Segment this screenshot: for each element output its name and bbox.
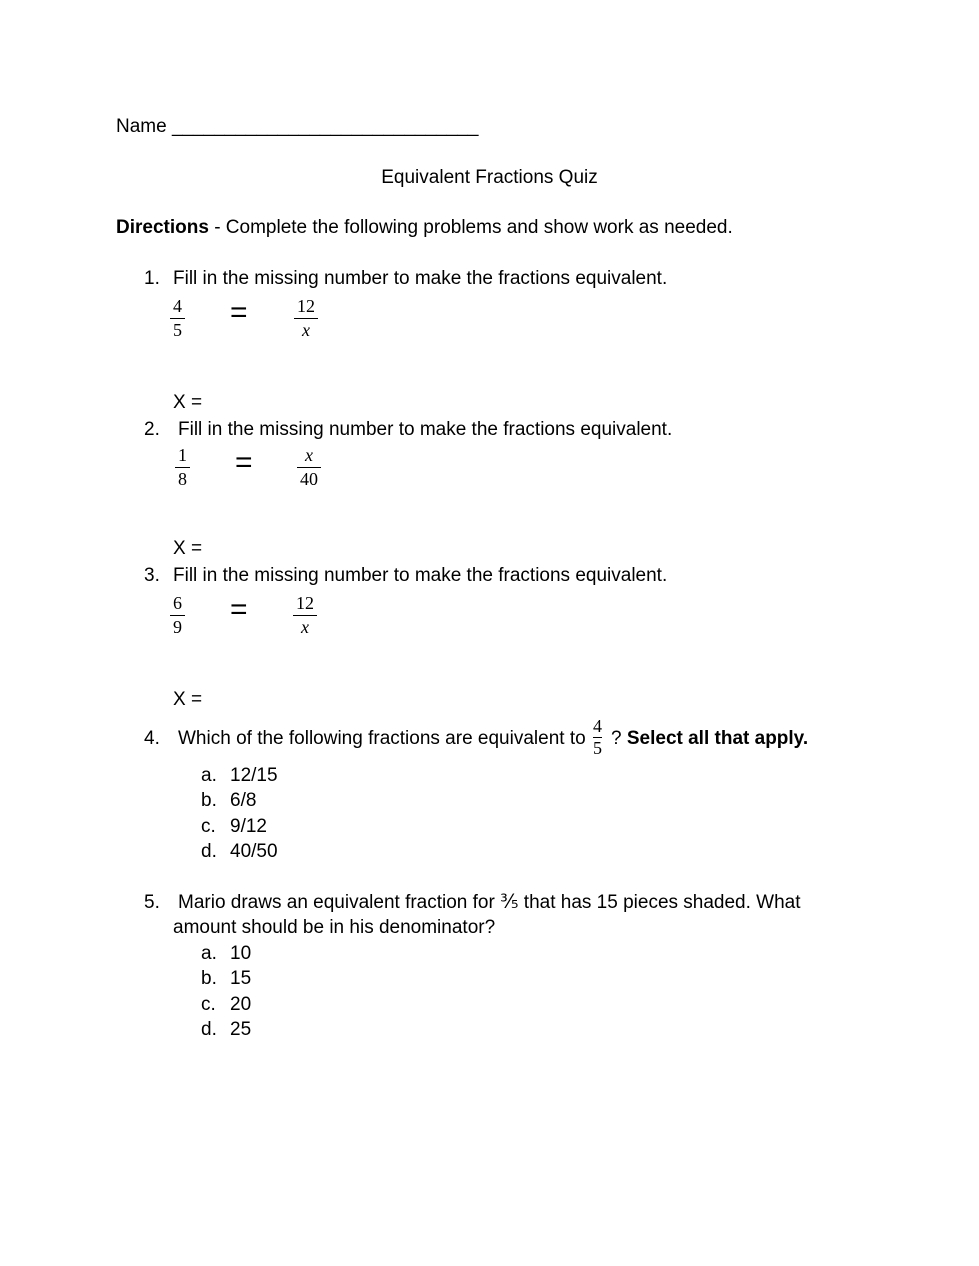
option-letter: d.	[201, 841, 217, 862]
question-1-number: 1.	[144, 268, 160, 289]
fraction-numerator: 12	[297, 296, 315, 316]
directions-label: Directions	[116, 217, 209, 238]
question-2-right-fraction	[297, 445, 321, 489]
question-4-fraction	[593, 717, 602, 758]
fraction-numerator: x	[305, 445, 313, 465]
option-text: 20	[230, 994, 252, 1015]
fraction-numerator: 4	[173, 296, 182, 316]
question-3-answer-label: X =	[173, 689, 203, 710]
name-field	[116, 116, 478, 138]
fraction-denominator: 5	[593, 738, 602, 758]
option-letter: a.	[201, 765, 217, 786]
fraction-numerator: 6	[173, 593, 182, 613]
question-2-answer-label: X =	[173, 538, 203, 559]
option-text: 9/12	[230, 816, 267, 837]
directions-text: - Complete the following problems and show work as needed.	[208, 217, 733, 238]
question-3-number: 3.	[144, 565, 160, 586]
fraction-denominator: 40	[300, 469, 318, 489]
question-1-right-fraction	[294, 296, 318, 340]
fraction-numerator: 1	[178, 445, 187, 465]
question-1-prompt: Fill in the missing number to make the fractions equivalent.	[173, 268, 668, 289]
fraction-denominator: 5	[173, 320, 182, 340]
question-4-suffix	[611, 728, 808, 750]
page-title: Equivalent Fractions Quiz	[381, 167, 598, 188]
fraction-numerator: 12	[296, 593, 314, 613]
question-1-left-fraction	[170, 296, 185, 340]
question-2-number: 2.	[144, 419, 160, 440]
question-5-prompt-line-1: Mario draws an equivalent fraction for ⅗ that has 15 pieces shaded. What	[178, 892, 801, 913]
fraction-denominator: x	[301, 617, 309, 637]
name-line: _____________________________	[171, 116, 479, 137]
question-2-left-fraction	[175, 445, 190, 489]
fraction-denominator: 9	[173, 617, 182, 637]
fraction-bar	[170, 615, 185, 616]
question-5-number: 5.	[144, 892, 160, 913]
option-letter: b.	[201, 790, 217, 811]
name-label: Name	[116, 116, 167, 137]
equals-sign: =	[235, 446, 253, 479]
question-5-prompt-line-2: amount should be in his denominator?	[173, 917, 496, 938]
directions	[116, 217, 733, 239]
fraction-bar	[293, 615, 317, 616]
fraction-numerator: 4	[593, 716, 602, 736]
option-text: 25	[230, 1019, 252, 1040]
option-text: 12/15	[230, 765, 278, 786]
option-letter: d.	[201, 1019, 217, 1040]
question-3-left-fraction	[170, 593, 185, 637]
option-text: 15	[230, 968, 252, 989]
question-4-prompt: Which of the following fractions are equivalent to	[178, 728, 586, 749]
question-3-prompt: Fill in the missing number to make the fractions equivalent.	[173, 565, 668, 586]
fraction-bar	[175, 467, 190, 468]
equals-sign: =	[230, 296, 248, 329]
option-letter: a.	[201, 943, 217, 964]
fraction-denominator: x	[302, 320, 310, 340]
question-3-right-fraction	[293, 593, 317, 637]
option-text: 10	[230, 943, 252, 964]
question-mark: ?	[611, 728, 622, 749]
fraction-denominator: 8	[178, 469, 187, 489]
option-letter: b.	[201, 968, 217, 989]
question-2-prompt: Fill in the missing number to make the fractions equivalent.	[178, 419, 673, 440]
option-text: 40/50	[230, 841, 278, 862]
question-4-number: 4.	[144, 728, 160, 749]
option-letter: c.	[201, 816, 216, 837]
select-all-note: Select all that apply.	[626, 728, 809, 749]
fraction-bar	[297, 467, 321, 468]
question-1-answer-label: X =	[173, 392, 203, 413]
fraction-bar	[294, 318, 318, 319]
fraction-bar	[170, 318, 185, 319]
option-letter: c.	[201, 994, 216, 1015]
option-text: 6/8	[230, 790, 257, 811]
equals-sign: =	[230, 593, 248, 626]
